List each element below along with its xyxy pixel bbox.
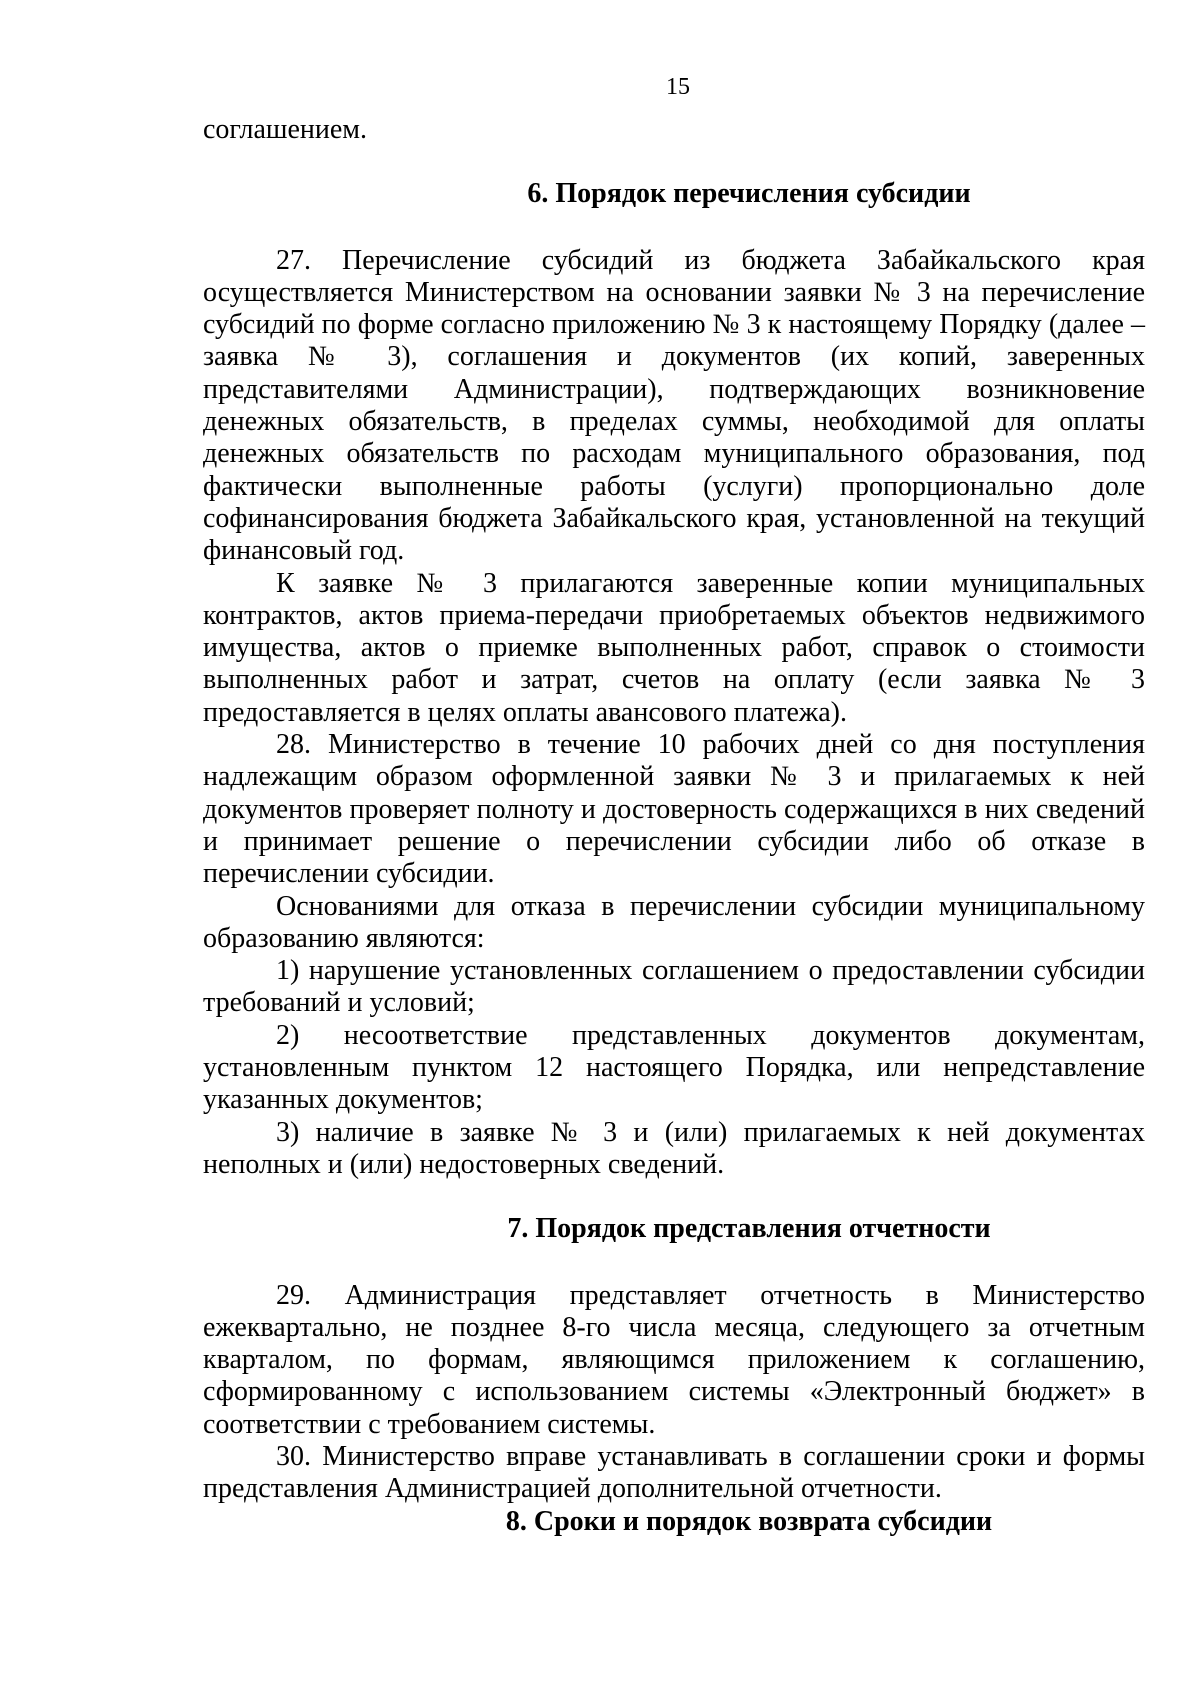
paragraph-27-attachments: К заявке № 3 прилагаются заверенные копии муниципальных контрактов, актов приема-передачи приобретаемых объектов недвижимого имущества, актов о приемке выполненных работ, справок о стоимости выполненных работ и затрат, счетов на оплату (если заявка № 3 предоставляется в целях оплаты авансового платежа). (203, 567, 1145, 728)
section-heading-7: 7. Порядок представления отчетности (507, 1213, 991, 1245)
document-body (203, 114, 1145, 1538)
paragraph-28: 28. Министерство в течение 10 рабочих дней со дня поступления надлежащим образом оформленной заявки № 3 и прилагаемых к ней документов проверяет полноту и достоверность содержащихся в них сведений и принимает решение о перечислении субсидии либо об отказе в перечислении субсидии. (203, 729, 1145, 890)
paragraph-continuation: соглашением. (203, 114, 367, 145)
list-item-2: 2) несоответствие представленных документов документам, установленным пунктом 12 настоящего Порядка, или непредставление указанных документов; (203, 1019, 1145, 1116)
list-item-3: 3) наличие в заявке № 3 и (или) прилагаемых к ней документах неполных и (или) недостоверных сведений. (203, 1116, 1145, 1180)
page-number: 15 (666, 74, 690, 100)
paragraph-27: 27. Перечисление субсидий из бюджета Забайкальского края осуществляется Министерством на основании заявки № 3 на перечисление субсидий по форме согласно приложению № 3 к настоящему Порядку (далее – заявка № 3), соглашения и документов (их копий, заверенных представителями Администрации), подтверждающих возникновение денежных обязательств, в пределах суммы, необходимой для оплаты денежных обязательств по расходам муниципального образования, под фактически выполненные работы (услуги) пропорционально доле софинансирования бюджета Забайкальского края, установленной на текущий финансовый год. (203, 244, 1145, 567)
list-item-1: 1) нарушение установленных соглашением о предоставлении субсидии требований и условий; (203, 955, 1145, 1019)
section-heading-8: 8. Сроки и порядок возврата субсидии (505, 1505, 993, 1537)
paragraph-29: 29. Администрация представляет отчетность в Министерство ежеквартально, не позднее 8-го числа месяца, следующего за отчетным кварталом, по формам, являющимся приложением к соглашению, сформированному с использованием системы «Электронный бюджет» в соответствии с требованием системы. (203, 1279, 1145, 1440)
section-heading-6: 6. Порядок перечисления субсидии (527, 178, 971, 210)
paragraph-30: 30. Министерство вправе устанавливать в соглашении сроки и формы представления Администрацией дополнительной отчетности. (203, 1440, 1145, 1505)
paragraph-28-grounds: Основаниями для отказа в перечислении субсидии муниципальному образованию являются: (203, 890, 1145, 954)
